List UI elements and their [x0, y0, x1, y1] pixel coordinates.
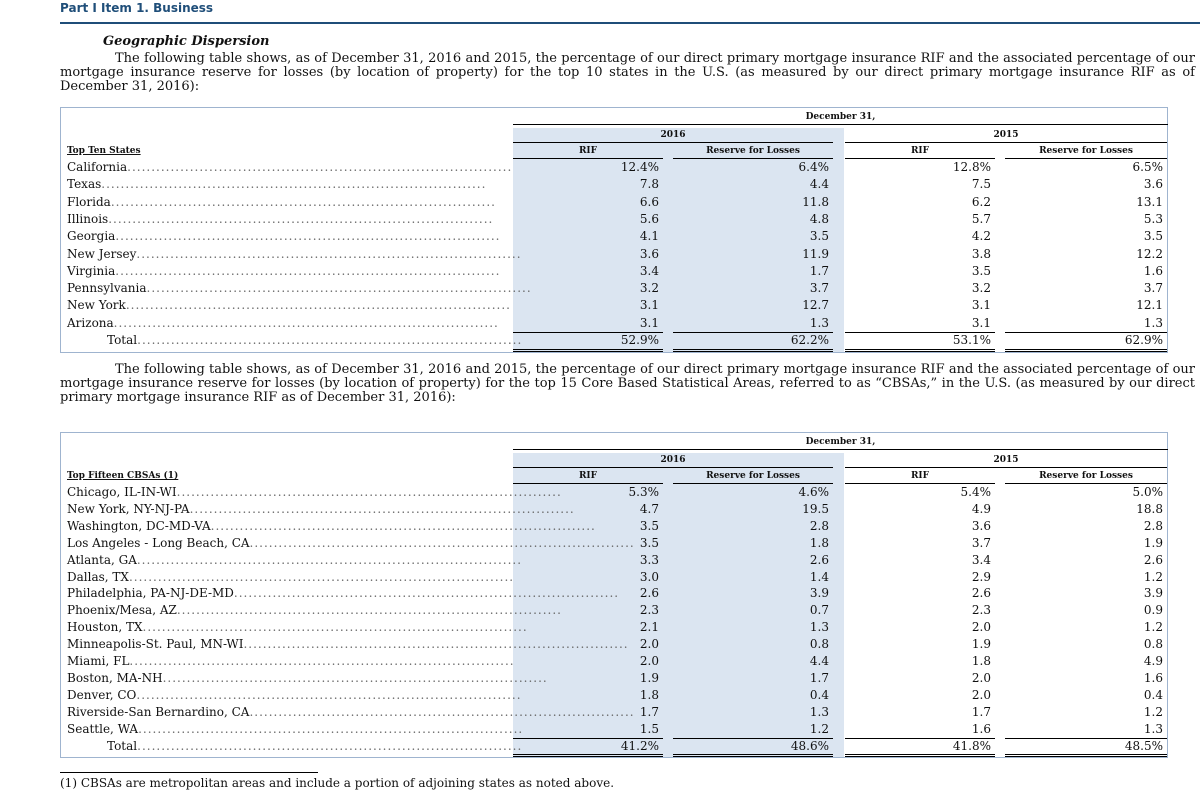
cell-res15: 62.9%: [1124, 333, 1163, 347]
cell-rif15: 1.8: [971, 654, 991, 668]
row-label: New Jersey................................................................................: [67, 246, 522, 261]
page-header: [60, 0, 1200, 24]
cell-rif16: 3.2: [639, 281, 659, 296]
cell-res16: 1.7: [809, 670, 829, 685]
cell-res15: 1.2: [1143, 704, 1163, 719]
row-label: Chicago, IL-IN-WI................................................................................: [67, 485, 562, 499]
cell-rif16: 2.1: [639, 620, 659, 635]
footnote-rule: [60, 772, 318, 773]
cell-rif15: 2.9: [971, 569, 991, 584]
cell-res16: 2.6: [809, 552, 829, 567]
cell-res16: 1.8: [809, 535, 829, 550]
cell-res16: 4.8: [809, 211, 829, 226]
cell-rif16: 2.6: [639, 586, 659, 601]
cell-rif15: 2.0: [971, 620, 991, 635]
col-reserve-2016: Reserve for Losses: [706, 146, 800, 156]
year-2016-header: 2016: [660, 455, 686, 465]
cell-res15: 48.5%: [1124, 738, 1163, 753]
col-reserve-2015: Reserve for Losses: [1039, 471, 1133, 481]
cell-res16: 1.4: [809, 569, 829, 584]
col-rif-2015: RIF: [910, 146, 930, 156]
cell-rif15: 2.0: [971, 687, 991, 702]
row-label: Phoenix/Mesa, AZ................................................................................: [67, 603, 562, 618]
cell-res15: 1.3: [1143, 721, 1163, 736]
row-label: Houston, TX................................................................................: [67, 620, 528, 635]
cell-res16: 12.7: [802, 298, 829, 313]
row-label: Virginia................................................................................: [67, 263, 501, 278]
footnote: (1) CBSAs are metropolitan areas and include a portion of adjoining states as noted above.: [60, 776, 615, 790]
cell-res15: 0.9: [1143, 603, 1163, 618]
cell-res16: 1.3: [809, 704, 829, 719]
cell-res16: 3.9: [809, 586, 829, 601]
cell-res15: 4.9: [1143, 654, 1163, 668]
cell-rif16: 3.6: [639, 246, 659, 261]
cell-res15: 5.3: [1143, 211, 1163, 226]
cell-rif16: 3.0: [639, 569, 659, 584]
cell-res15: 1.2: [1143, 620, 1163, 635]
row-label: New York, NY-NJ-PA................................................................................: [67, 501, 575, 516]
cell-rif15: 3.1: [971, 298, 991, 313]
row-label: Philadelphia, PA-NJ-DE-MD................................................................................: [67, 586, 620, 601]
row-label: Washington, DC-MD-VA................................................................................: [67, 518, 596, 533]
cell-res16: 62.2%: [790, 333, 829, 347]
intro-paragraph-states: The following table shows, as of December 31, 2016 and 2015, the percentage of our direct primary mortgage insurance RIF and the associated percentage of our mortgage insurance reserve for losses (by location of property) for the top 10 states in the U.S. (as measured by our direct primary mortgage insurance RIF as of December 31, 2016):: [60, 51, 1195, 94]
cell-rif16: 1.7: [639, 704, 659, 719]
cell-rif16: 7.8: [639, 177, 659, 192]
row-label: Dallas, TX................................................................................: [67, 569, 515, 584]
cell-res15: 12.1: [1136, 298, 1163, 313]
cell-rif16: 6.6: [639, 194, 659, 209]
col-reserve-2016: Reserve for Losses: [706, 471, 800, 481]
row-label: Texas................................................................................: [67, 177, 487, 192]
cell-res15: 3.9: [1143, 586, 1163, 601]
cell-res16: 0.7: [809, 603, 829, 618]
row-label: Pennsylvania................................................................................: [67, 281, 532, 296]
cell-rif15: 1.6: [971, 721, 991, 736]
cell-rif16: 2.0: [639, 654, 659, 668]
cell-rif16: 1.8: [639, 687, 659, 702]
year-2016-header: 2016: [660, 130, 686, 140]
cell-res16: 6.4%: [798, 160, 829, 174]
cell-rif15: 1.9: [971, 637, 991, 652]
period-header: December 31,: [805, 437, 876, 447]
cell-res15: 5.0%: [1132, 485, 1163, 499]
cell-rif15: 41.8%: [952, 738, 991, 753]
cell-rif16: 41.2%: [620, 738, 659, 753]
cell-res16: 2.8: [809, 518, 829, 533]
row-label: Atlanta, GA................................................................................: [67, 552, 523, 567]
row-label: Denver, CO................................................................................: [67, 687, 522, 702]
cell-res15: 2.8: [1143, 518, 1163, 533]
cell-res15: 0.8: [1143, 637, 1163, 652]
cell-res15: 2.6: [1143, 552, 1163, 567]
cell-rif15: 2.6: [971, 586, 991, 601]
cell-rif16: 3.1: [639, 298, 659, 313]
cell-res15: 3.5: [1143, 229, 1163, 244]
cell-rif15: 5.4%: [960, 485, 991, 499]
cell-rif16: 1.9: [639, 670, 659, 685]
cell-rif16: 4.7: [639, 501, 659, 516]
cell-rif15: 3.8: [971, 246, 991, 261]
cell-rif16: 3.5: [639, 518, 659, 533]
cell-res15: 3.6: [1143, 177, 1163, 192]
cell-rif15: 5.7: [971, 211, 991, 226]
cell-rif16: 3.5: [639, 535, 659, 550]
cell-res15: 6.5%: [1132, 160, 1163, 174]
cell-rif16: 3.1: [639, 315, 659, 330]
cell-rif15: 4.9: [971, 501, 991, 516]
cell-res15: 1.6: [1143, 670, 1163, 685]
cell-res16: 4.4: [809, 654, 829, 668]
cell-rif15: 3.7: [971, 535, 991, 550]
cell-rif15: 3.1: [971, 315, 991, 330]
cell-rif16: 1.5: [639, 721, 659, 736]
row-label: Riverside-San Bernardino, CA................................................................................: [67, 704, 635, 719]
cell-rif16: 3.4: [639, 263, 659, 278]
cell-rif15: 3.6: [971, 518, 991, 533]
cell-rif15: 2.3: [971, 603, 991, 618]
cell-res16: 3.7: [809, 281, 829, 296]
cell-res15: 3.7: [1143, 281, 1163, 296]
cell-res15: 1.3: [1143, 315, 1163, 330]
cell-rif15: 1.7: [971, 704, 991, 719]
cell-res16: 4.4: [809, 177, 829, 192]
year-2015-header: 2015: [993, 455, 1019, 465]
cell-res16: 1.2: [809, 721, 829, 736]
cell-res15: 0.4: [1143, 687, 1163, 702]
header-title: Part I Item 1. Business: [60, 1, 214, 15]
cell-rif15: 7.5: [971, 177, 991, 192]
total-row-label: Total................................................................................: [107, 333, 523, 347]
cell-res16: 48.6%: [790, 738, 829, 753]
cell-rif15: 3.2: [971, 281, 991, 296]
row-label: Minneapolis-St. Paul, MN-WI................................................................................: [67, 637, 629, 652]
row-label: Boston, MA-NH................................................................................: [67, 670, 548, 685]
cell-res16: 0.8: [809, 637, 829, 652]
cell-res15: 13.1: [1136, 194, 1163, 209]
cell-rif16: 2.0: [639, 637, 659, 652]
top-ten-states-table: [60, 107, 1168, 353]
cell-res16: 0.4: [809, 687, 829, 702]
cell-res16: 1.7: [809, 263, 829, 278]
row-label: Arizona................................................................................: [67, 315, 499, 330]
cell-rif16: 3.3: [639, 552, 659, 567]
row-label: Los Angeles - Long Beach, CA................................................................................: [67, 535, 635, 550]
col-reserve-2015: Reserve for Losses: [1039, 146, 1133, 156]
cell-rif15: 2.0: [971, 670, 991, 685]
cell-res15: 12.2: [1136, 246, 1163, 261]
cell-res16: 4.6%: [798, 485, 829, 499]
col-rif-2015: RIF: [910, 471, 930, 481]
cell-rif16: 5.3%: [628, 485, 659, 499]
cell-rif15: 6.2: [971, 194, 991, 209]
total-row-label: Total................................................................................: [107, 738, 523, 753]
label-column-header: Top Ten States: [67, 146, 141, 156]
top-fifteen-cbsas-table: [60, 432, 1168, 758]
cell-rif16: 2.3: [639, 603, 659, 618]
cell-rif16: 52.9%: [620, 333, 659, 347]
year-2015-header: 2015: [993, 130, 1019, 140]
cell-rif15: 3.4: [971, 552, 991, 567]
label-column-header: Top Fifteen CBSAs (1): [67, 471, 179, 481]
intro-paragraph-cbsas: The following table shows, as of December 31, 2016 and 2015, the percentage of our direct primary mortgage insurance RIF and the associated percentage of our mortgage insurance reserve for losses (by location of property) for the top 15 Core Based Statistical Areas, referred to as “CBSAs,” in the U.S. (as measured by our direct primary mortgage insurance RIF as of December 31, 2016):: [60, 362, 1195, 405]
period-header: December 31,: [805, 112, 876, 122]
row-label: California................................................................................: [67, 160, 513, 174]
row-label: Florida................................................................................: [67, 194, 496, 209]
row-label: Miami, FL................................................................................: [67, 654, 515, 668]
row-label: Seattle, WA................................................................................: [67, 721, 524, 736]
cell-res15: 1.9: [1143, 535, 1163, 550]
cell-rif15: 3.5: [971, 263, 991, 278]
row-label: Illinois................................................................................: [67, 211, 494, 226]
cell-res16: 3.5: [809, 229, 829, 244]
cell-rif15: 12.8%: [952, 160, 991, 174]
cell-res16: 11.9: [802, 246, 829, 261]
cell-rif16: 4.1: [639, 229, 659, 244]
cell-res16: 19.5: [802, 501, 829, 516]
cell-rif16: 5.6: [639, 211, 659, 226]
cell-res16: 1.3: [809, 315, 829, 330]
row-label: New York................................................................................: [67, 298, 511, 313]
cell-res15: 18.8: [1136, 501, 1163, 516]
cell-res15: 1.6: [1143, 263, 1163, 278]
col-rif-2016: RIF: [578, 146, 598, 156]
section-title: Geographic Dispersion: [103, 34, 270, 49]
cell-rif15: 53.1%: [952, 333, 991, 347]
cell-rif15: 4.2: [971, 229, 991, 244]
row-label: Georgia................................................................................: [67, 229, 501, 244]
cell-res16: 1.3: [809, 620, 829, 635]
cell-res15: 1.2: [1143, 569, 1163, 584]
cell-rif16: 12.4%: [620, 160, 659, 174]
col-rif-2016: RIF: [578, 471, 598, 481]
cell-res16: 11.8: [802, 194, 829, 209]
